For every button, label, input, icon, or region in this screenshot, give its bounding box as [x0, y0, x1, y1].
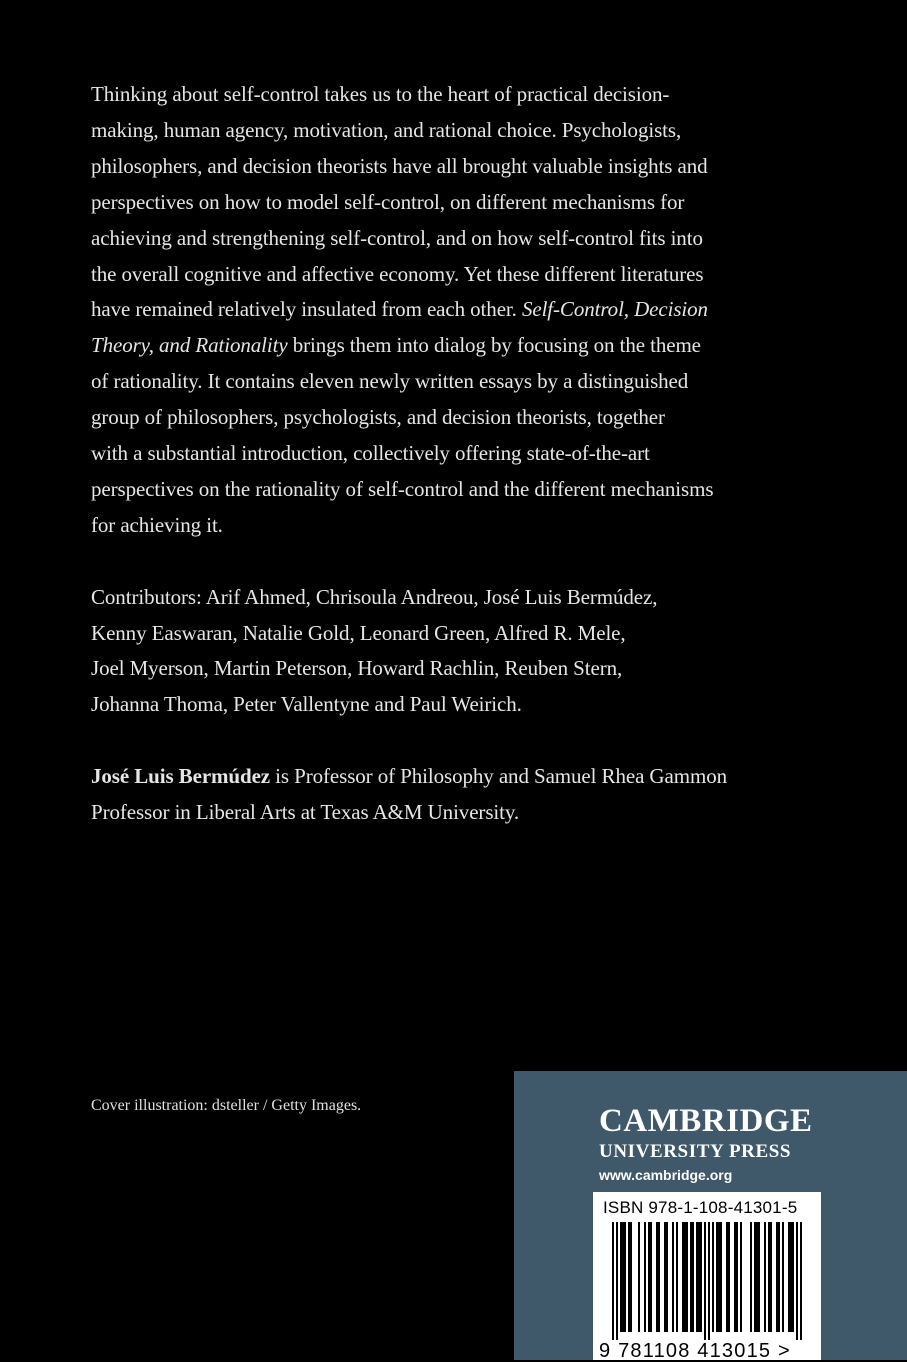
blurb-line: of rationality. It contains eleven newly written essays by a distinguished: [91, 369, 689, 394]
isbn-text: ISBN 978-1-108-41301-5: [603, 1198, 798, 1217]
blurb-line: perspectives on the rationality of self-control and the different mechanisms: [91, 476, 714, 501]
blurb-line: philosophers, and decision theorists have all brought valuable insights and: [91, 153, 708, 178]
contributors-line: Joel Myerson, Martin Peterson, Howard Rachlin, Reuben Stern,: [91, 656, 623, 681]
blurb-line: making, human agency, motivation, and rational choice. Psychologists,: [91, 117, 682, 142]
contributors-line: Contributors: Arif Ahmed, Chrisoula Andreou, José Luis Bermúdez,: [91, 584, 658, 609]
author-bio-line: [91, 759, 791, 795]
blurb-line: with a substantial introduction, collectively offering state-of-the-art: [91, 441, 650, 466]
contributors-line: Johanna Thoma, Peter Vallentyne and Paul Weirich.: [91, 692, 522, 717]
author-bio-text: is Professor of Philosophy and Samuel Rhea Gammon: [270, 764, 727, 789]
publisher-panel: [514, 1071, 907, 1360]
publisher-name: CAMBRIDGE: [599, 1103, 813, 1139]
book-title-italic: Theory, and Rationality: [91, 333, 288, 358]
blurb-line: perspectives on how to model self-control, on different mechanisms for: [91, 189, 685, 214]
blurb-line: [91, 292, 791, 328]
blurb-line: Thinking about self-control takes us to the heart of practical decision-: [91, 82, 670, 106]
blurb-line: achieving and strengthening self-control, and on how self-control fits into: [91, 225, 703, 250]
publisher-url: www.cambridge.org: [599, 1167, 733, 1183]
barcode-digits: 9 781108 413015 >: [599, 1340, 791, 1362]
barcode-label: [593, 1192, 821, 1360]
blurb-line: the overall cognitive and affective economy. Yet these different literatures: [91, 261, 704, 286]
blurb-line: [91, 328, 791, 364]
author-bio-line: Professor in Liberal Arts at Texas A&M University.: [91, 800, 520, 825]
description-paragraph: [91, 77, 791, 544]
author-bio-paragraph: [91, 759, 791, 831]
barcode-icon: [593, 1222, 821, 1342]
author-name: José Luis Bermúdez: [91, 764, 271, 789]
blurb-line: for achieving it.: [91, 512, 223, 537]
book-title-italic: Self-Control, Decision: [521, 297, 708, 322]
publisher-subtitle: UNIVERSITY PRESS: [599, 1141, 792, 1162]
contributors-paragraph: [91, 580, 791, 724]
contributors-line: Kenny Easwaran, Natalie Gold, Leonard Green, Alfred R. Mele,: [91, 620, 626, 645]
blurb-text: have remained relatively insulated from each other.: [91, 297, 522, 322]
blurb-text: brings them into dialog by focusing on the theme: [287, 333, 701, 358]
back-cover-blurb: [91, 77, 791, 831]
cover-credit: Cover illustration: dsteller / Getty Images.: [91, 1097, 362, 1114]
blurb-line: group of philosophers, psychologists, and decision theorists, together: [91, 405, 665, 430]
